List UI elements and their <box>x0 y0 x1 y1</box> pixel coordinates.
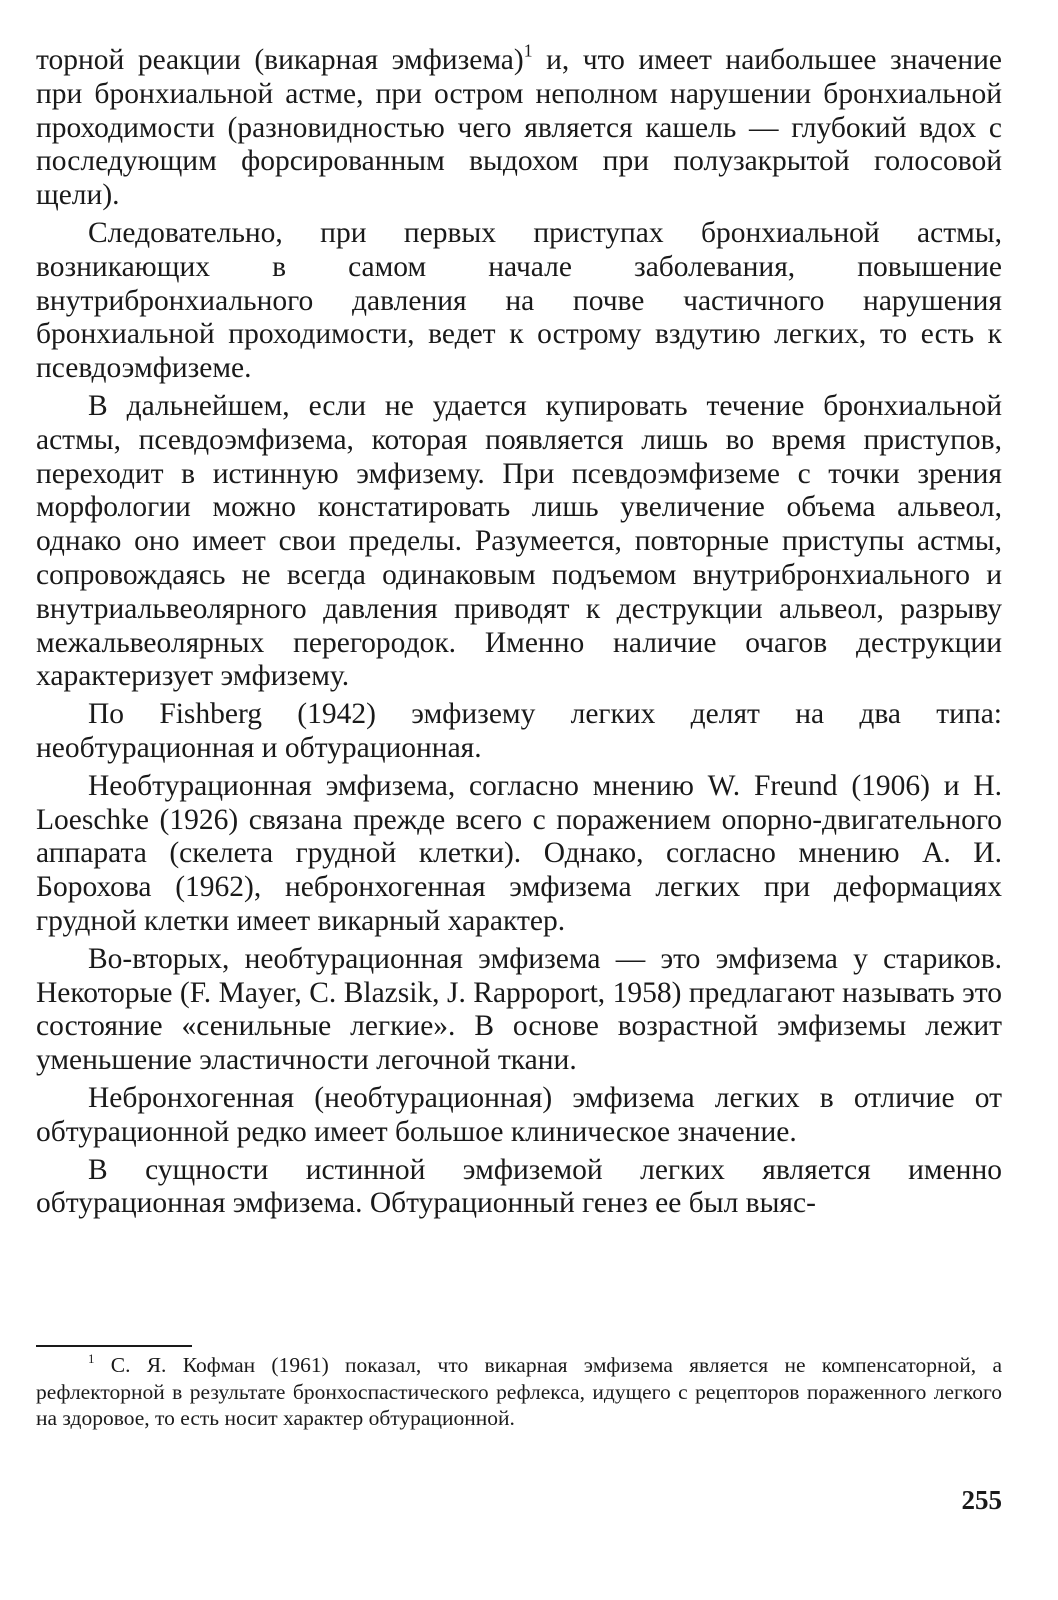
paragraph-2: Следовательно, при первых приступах бронхиальной астмы, возникающих в самом начале заболевания, повышение внутрибронхиального давления на почве частичного нарушения бронхиальной проходимости, ведет к острому вздутию легких, то есть к псевдоэмфиземе. <box>36 216 1002 385</box>
paragraph-1-end: и, что имеет наибольшее значение при бронхиальной астме, при остром неполном нарушении бронхиальной проходимости (разновидностью чего является кашель — глубокий вдох с последующим форсированным выдохом при полузакрытой голосовой щели). <box>36 44 1002 212</box>
page-number: 255 <box>961 1485 1002 1515</box>
footnote-marker: 1 <box>88 1351 95 1366</box>
paragraph-6: Во-вторых, необтурационная эмфизема — это эмфизема у стариков. Некоторые (F. Mayer, C. Blazsik, J. Rappoport, 1958) предлагают называть это состояние «сенильные легкие». В основе возрастной эмфиземы лежит уменьшение эластичности легочной ткани. <box>36 942 1002 1077</box>
paragraph-8: В сущности истинной эмфиземой легких является именно обтурационная эмфизема. Обтурационный генез ее был выяс- <box>36 1153 1002 1220</box>
paragraph-7: Небронхогенная (необтурационная) эмфизема легких в отличие от обтурационной редко имеет большое клиническое значение. <box>36 1081 1002 1148</box>
footnote-text: С. Я. Кофман (1961) показал, что викарная эмфизема является не компенсаторной, а рефлекторной в результате бронхоспастического рефлекса, идущего с рецепторов пораженного легкого на здоровое, то есть носит характер обтурационной. <box>36 1353 1002 1430</box>
footnote-reference: 1 <box>523 40 533 61</box>
paragraph-3: В дальнейшем, если не удается купировать течение бронхиальной астмы, псевдоэмфизема, которая появляется лишь во время приступов, переходит в истинную эмфизему. При псевдоэмфиземе с точки зрения морфологии можно констатировать лишь увеличение объема альвеол, однако оно имеет свои пределы. Разумеется, повторные приступы астмы, сопровождаясь не всегда одинаковым подъемом внутрибронхиального и внутриальвеолярного давления приводят к деструкции альвеол, разрыву межальвеолярных перегородок. Именно наличие очагов деструкции характеризует эмфизему. <box>36 389 1002 693</box>
footnote <box>36 1352 1002 1432</box>
footnote-divider <box>36 1345 192 1347</box>
main-text <box>36 40 1002 1225</box>
paragraph-5: Необтурационная эмфизема, согласно мнению W. Freund (1906) и H. Loeschke (1926) связана прежде всего с поражением опорно-двигательного аппарата (скелета грудной клетки). Однако, согласно мнению А. И. Борохова (1962), небронхогенная эмфизема легких при деформациях грудной клетки имеет викарный характер. <box>36 769 1002 937</box>
paragraph-4: По Fishberg (1942) эмфизему легких делят на два типа: необтурационная и обтурационная. <box>36 698 1002 764</box>
paragraph-1 <box>36 40 1002 213</box>
paragraph-1-start: торной реакции (викарная эмфизема) <box>36 44 524 76</box>
